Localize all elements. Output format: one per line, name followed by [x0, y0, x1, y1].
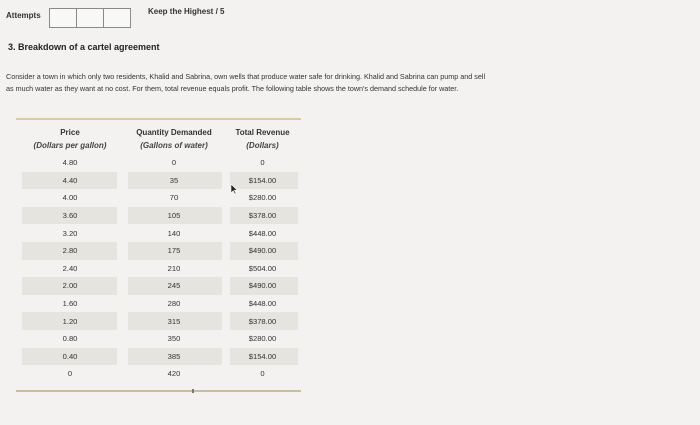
revenue-cell: $378.00 [248, 316, 277, 326]
revenue-cell: $448.00 [248, 228, 277, 238]
attempt-box [76, 8, 104, 28]
price-cell: 4.80 [62, 158, 78, 168]
quantity-cell: 420 [167, 369, 181, 379]
header-revenue: Total Revenue [235, 128, 290, 137]
demand-schedule-table [16, 118, 301, 392]
keep-highest-text: Keep the Highest / 5 [148, 7, 225, 16]
quantity-cell: 105 [167, 211, 181, 221]
price-cell: 0.40 [62, 351, 78, 361]
quantity-cell: 210 [167, 263, 181, 273]
subheader-price: (Dollars per gallon) [33, 141, 107, 150]
quantity-cell: 315 [167, 316, 181, 326]
revenue-cell: 0 [260, 369, 265, 379]
table-row [16, 172, 301, 190]
subheader-quantity: (Gallons of water) [140, 141, 208, 150]
table-subheader-row [16, 141, 301, 150]
attempts-label: Attempts [6, 11, 41, 20]
table-row [16, 277, 301, 295]
question-intro [6, 71, 606, 95]
price-cell: 4.00 [62, 193, 78, 203]
table-row [16, 242, 301, 260]
price-cell: 1.20 [62, 316, 78, 326]
revenue-cell: $154.00 [248, 351, 277, 361]
price-cell: 0 [67, 369, 73, 379]
mouse-pointer-icon [230, 183, 238, 195]
table-row [16, 365, 301, 383]
price-cell: 2.40 [62, 263, 78, 273]
quantity-cell: 175 [167, 246, 181, 256]
price-cell: 1.60 [62, 299, 78, 309]
revenue-cell: 0 [260, 158, 265, 168]
table-body [16, 154, 301, 383]
table-row [16, 260, 301, 278]
table-bottom-rule [16, 390, 301, 392]
table-row [16, 154, 301, 172]
price-cell: 2.80 [62, 246, 78, 256]
revenue-cell: $280.00 [248, 193, 277, 203]
revenue-cell: $490.00 [248, 281, 277, 291]
quantity-cell: 70 [169, 193, 179, 203]
attempt-box [103, 8, 131, 28]
intro-line: as much water as they want at no cost. For them, total revenue equals profit. The following table shows the town's demand schedule for water. [6, 84, 459, 93]
revenue-cell: $504.00 [248, 263, 277, 273]
price-cell: 3.60 [62, 211, 78, 221]
revenue-cell: $448.00 [248, 299, 277, 309]
table-row [16, 312, 301, 330]
subheader-revenue: (Dollars) [246, 141, 279, 150]
table-row [16, 330, 301, 348]
price-cell: 4.40 [62, 175, 78, 185]
price-cell: 3.20 [62, 228, 78, 238]
revenue-cell: $280.00 [248, 334, 277, 344]
table-row [16, 295, 301, 313]
table-row [16, 348, 301, 366]
quantity-cell: 35 [169, 175, 179, 185]
revenue-cell: $490.00 [248, 246, 277, 256]
quantity-cell: 140 [167, 228, 181, 238]
header-quantity: Quantity Demanded [136, 128, 212, 137]
question-title: 3. Breakdown of a cartel agreement [8, 42, 160, 52]
intro-line: Consider a town in which only two residents, Khalid and Sabrina, own wells that produce water safe for drinking. Khalid and Sabrina can pump and sell [6, 72, 486, 81]
table-row [16, 207, 301, 225]
quantity-cell: 385 [167, 351, 181, 361]
quantity-cell: 350 [167, 334, 181, 344]
table-row [16, 189, 301, 207]
revenue-cell: $378.00 [248, 211, 277, 221]
quantity-cell: 245 [167, 281, 181, 291]
attempt-boxes [49, 8, 130, 28]
attempt-box [49, 8, 77, 28]
quantity-cell: 0 [171, 158, 177, 168]
quantity-cell: 280 [167, 299, 181, 309]
price-cell: 2.00 [62, 281, 78, 291]
revenue-cell: $154.00 [248, 175, 277, 185]
price-cell: 0.80 [62, 334, 78, 344]
table-header-row [16, 128, 301, 137]
table-top-rule [16, 118, 301, 120]
header-price: Price [60, 128, 80, 137]
table-row [16, 224, 301, 242]
rule-notch [192, 389, 194, 393]
